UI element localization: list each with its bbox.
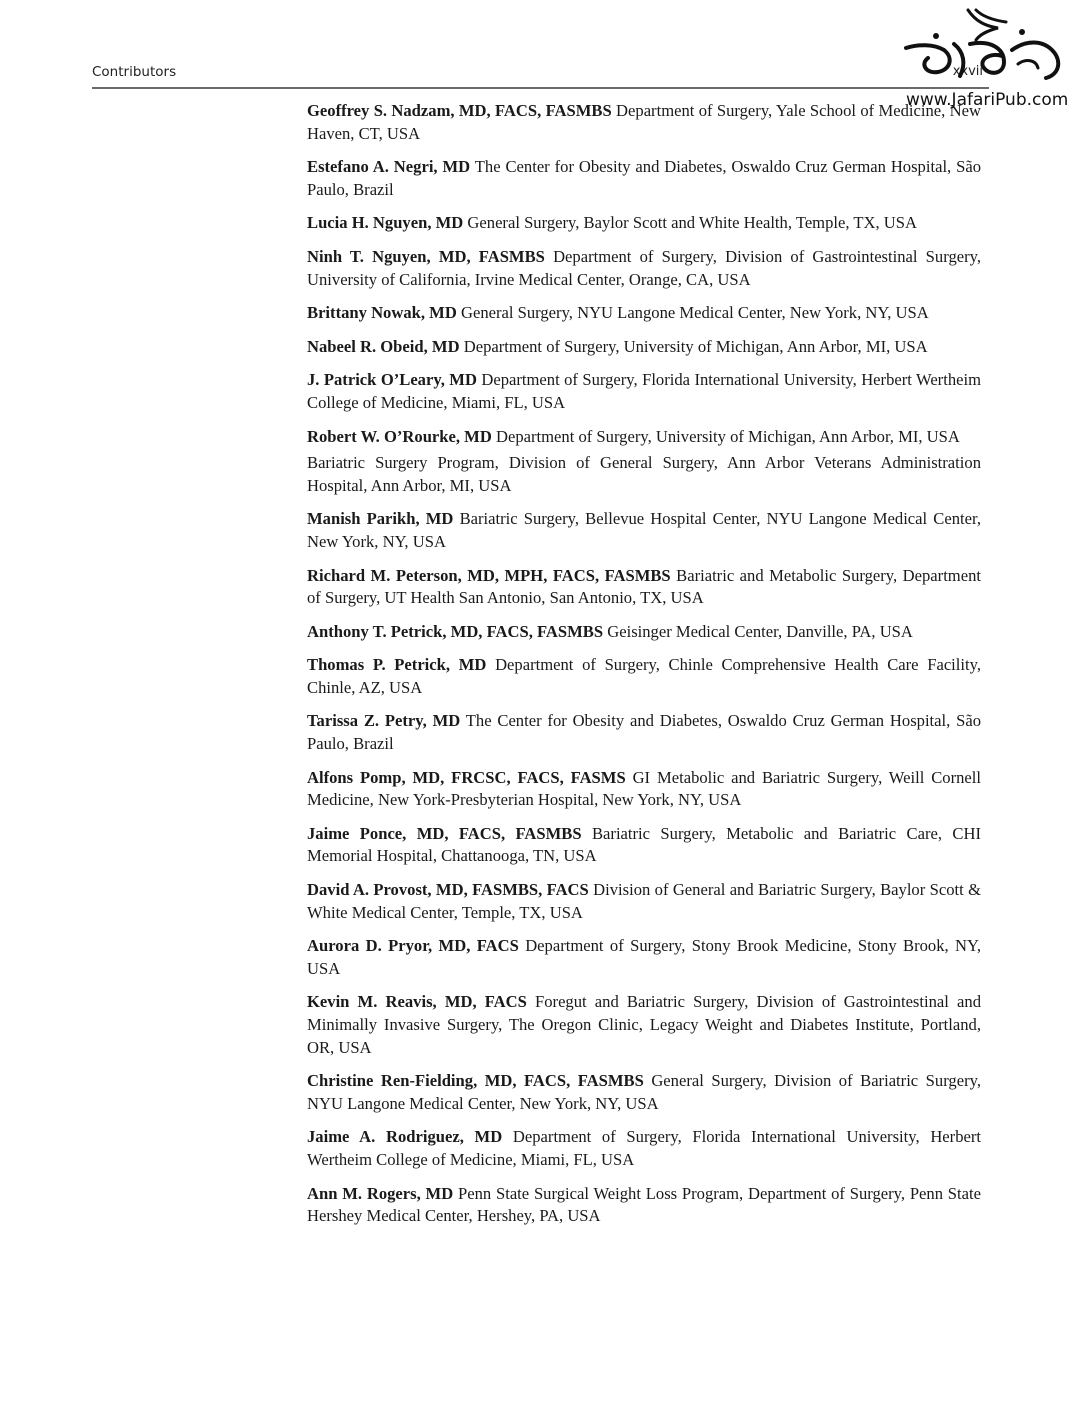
contributor-affiliation: GI Metabolic and Bariatric Surgery, Weill Cornell Medicine, New York-Presbyterian Hospital, New York, NY, USA — [307, 767, 981, 810]
contributor-affiliation: The Center for Obesity and Diabetes, Oswaldo Cruz German Hospital, São Paulo, Brazil — [307, 157, 982, 199]
contributor-name: Jaime Ponce, MD, FACS, FASMBS — [307, 823, 582, 843]
contributor-paragraph — [307, 426, 981, 449]
contributor-paragraph — [307, 336, 981, 359]
contributor-entry — [307, 710, 981, 755]
contributor-name: David A. Provost, MD, FASMBS, FACS — [307, 880, 589, 900]
contributor-entry — [307, 991, 981, 1059]
contributor-paragraph — [307, 621, 981, 644]
contributor-entry — [307, 369, 981, 414]
contributor-entry — [307, 212, 981, 235]
running-header — [92, 62, 989, 82]
contributor-affiliation: Penn State Surgical Weight Loss Program, Department of Surgery, Penn State Hershey Medical Center, Hershey, PA, USA — [307, 1183, 981, 1226]
contributor-paragraph — [307, 565, 981, 610]
contributor-name: Christine Ren-Fielding, MD, FACS, FASMBS — [307, 1071, 644, 1091]
contributor-entry — [307, 654, 981, 699]
contributor-affiliation: Department of Surgery, University of Michigan, Ann Arbor, MI, USA — [495, 426, 960, 446]
contributor-name: J. Patrick O’Leary, MD — [307, 370, 477, 390]
contributor-entry — [307, 1183, 981, 1228]
contributor-paragraph — [307, 991, 981, 1059]
contributor-affiliation: Bariatric Surgery, Bellevue Hospital Center, NYU Langone Medical Center, New York, NY, USA — [307, 509, 981, 551]
contributor-name: Nabeel R. Obeid, MD — [307, 336, 460, 356]
contributor-entry — [307, 100, 981, 145]
contributor-paragraph — [307, 1183, 981, 1228]
contributor-paragraph — [307, 823, 981, 868]
contributor-name: Tarissa Z. Petry, MD — [307, 711, 461, 731]
contributor-entry — [307, 1126, 981, 1171]
contributor-paragraph — [307, 156, 981, 201]
contributor-paragraph — [307, 452, 981, 497]
contributor-entry — [307, 336, 981, 359]
contributor-paragraph — [307, 935, 981, 980]
contributor-affiliation: Bariatric Surgery, Metabolic and Bariatric Care, CHI Memorial Hospital, Chattanooga, TN, USA — [307, 823, 981, 866]
contributor-affiliation: Department of Surgery, Chinle Comprehensive Health Care Facility, Chinle, AZ, USA — [307, 655, 981, 697]
contributor-name: Brittany Nowak, MD — [307, 303, 457, 323]
contributor-affiliation: General Surgery, Baylor Scott and White Health, Temple, TX, USA — [467, 213, 917, 233]
contributor-affiliation: Department of Surgery, University of Michigan, Ann Arbor, MI, USA — [463, 336, 928, 356]
running-title: Contributors — [92, 64, 177, 80]
contributor-paragraph — [307, 212, 981, 235]
contributor-affiliation: Division of General and Bariatric Surgery, Baylor Scott & White Medical Center, Temple, TX, USA — [307, 880, 981, 922]
contributor-paragraph — [307, 508, 981, 553]
contributor-entry — [307, 823, 981, 868]
contributor-name: Thomas P. Petrick, MD — [307, 655, 487, 675]
contributor-affiliation: General Surgery, NYU Langone Medical Center, New York, NY, USA — [460, 303, 929, 323]
contributor-affiliation: Bariatric Surgery Program, Division of General Surgery, Ann Arbor Veterans Administration Hospital, Ann Arbor, MI, USA — [307, 453, 981, 495]
contributor-affiliation: General Surgery, Division of Bariatric Surgery, NYU Langone Medical Center, New York, NY, USA — [307, 1071, 981, 1113]
contributor-name: Robert W. O’Rourke, MD — [307, 426, 492, 446]
contributor-affiliation: Foregut and Bariatric Surgery, Division of Gastrointestinal and Minimally Invasive Surgery, The Oregon Clinic, Legacy Weight and Diabetes Institute, Portland, OR, USA — [307, 992, 981, 1057]
contributor-entry — [307, 621, 981, 644]
contributor-entry — [307, 156, 981, 201]
contributor-paragraph — [307, 1070, 981, 1115]
contributor-name: Ann M. Rogers, MD — [307, 1183, 454, 1203]
contributor-entry — [307, 426, 981, 498]
header-rule — [92, 87, 989, 89]
contributor-affiliation: The Center for Obesity and Diabetes, Oswaldo Cruz German Hospital, São Paulo, Brazil — [307, 711, 981, 754]
contributor-paragraph — [307, 100, 981, 145]
contributor-entry — [307, 246, 981, 291]
contributor-name: Geoffrey S. Nadzam, MD, FACS, FASMBS — [307, 101, 612, 120]
publisher-logo-icon — [900, 4, 1068, 88]
contributor-name: Anthony T. Petrick, MD, FACS, FASMBS — [307, 621, 604, 641]
contributors-list — [307, 100, 981, 1239]
contributor-entry — [307, 879, 981, 924]
contributor-affiliation: Department of Surgery, Florida International University, Herbert Wertheim College of Medicine, Miami, FL, USA — [307, 370, 981, 412]
contributor-paragraph — [307, 710, 981, 755]
contributor-entry — [307, 935, 981, 980]
contributor-paragraph — [307, 1126, 981, 1171]
contributor-name: Estefano A. Negri, MD — [307, 157, 471, 177]
contributor-name: Lucia H. Nguyen, MD — [307, 213, 464, 233]
contributor-entry — [307, 302, 981, 325]
publisher-watermark — [896, 4, 1072, 114]
contributor-name: Ninh T. Nguyen, MD, FASMBS — [307, 246, 545, 266]
contributor-paragraph — [307, 369, 981, 414]
contributor-paragraph — [307, 246, 981, 291]
contributor-name: Richard M. Peterson, MD, MPH, FACS, FASMBS — [307, 565, 671, 585]
contributor-entry — [307, 508, 981, 553]
watermark-url: www.JafariPub.com — [906, 90, 1069, 110]
contributor-paragraph — [307, 879, 981, 924]
contributor-name: Manish Parikh, MD — [307, 509, 454, 529]
contributor-paragraph — [307, 767, 981, 812]
contributor-entry — [307, 565, 981, 610]
contributor-affiliation: Geisinger Medical Center, Danville, PA, USA — [607, 621, 913, 641]
contributor-name: Jaime A. Rodriguez, MD — [307, 1127, 503, 1147]
contributor-entry — [307, 767, 981, 812]
contributor-affiliation: Department of Surgery, Stony Brook Medicine, Stony Brook, NY, USA — [307, 936, 981, 978]
page-number: xxvii — [952, 64, 983, 79]
contributor-name: Aurora D. Pryor, MD, FACS — [307, 936, 519, 956]
contributor-name: Alfons Pomp, MD, FRCSC, FACS, FASMS — [307, 767, 626, 787]
contributor-affiliation: Department of Surgery, Division of Gastrointestinal Surgery, University of California, Irvine Medical Center, Orange, CA, USA — [307, 246, 981, 289]
contributor-name: Kevin M. Reavis, MD, FACS — [307, 992, 527, 1012]
contributor-paragraph — [307, 302, 981, 325]
contributor-paragraph — [307, 654, 981, 699]
contributor-affiliation: Department of Surgery, Yale School of Medicine, New Haven, CT, USA — [307, 101, 981, 143]
contributor-affiliation: Department of Surgery, Florida International University, Herbert Wertheim College of Medicine, Miami, FL, USA — [307, 1127, 981, 1169]
contributor-entry — [307, 1070, 981, 1115]
contributor-affiliation: Bariatric and Metabolic Surgery, Department of Surgery, UT Health San Antonio, San Antonio, TX, USA — [307, 565, 981, 608]
